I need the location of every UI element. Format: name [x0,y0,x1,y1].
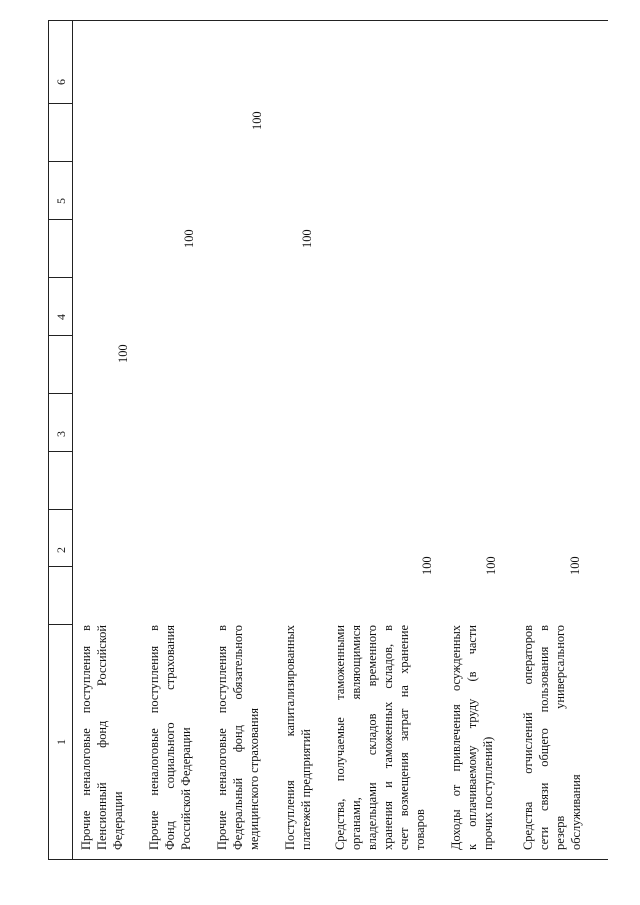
header-divider-7 [48,277,72,278]
column-header-4: 4 [54,314,68,320]
table-right-border [48,20,608,21]
row-3-line-2: Федеральный фонд обязательного [231,625,245,850]
row-4-line-2: платежей предприятий [299,729,313,850]
row-7-line-3: резерв универсального [553,625,567,850]
row-6-description [448,625,496,850]
header-bottom-border [72,20,73,860]
row-5-description [332,625,428,850]
column-header-5: 5 [54,198,68,204]
row-7-description [520,625,584,850]
row-5-line-5: счет возмещения затрат на хранение [397,625,411,850]
row-5-line-1: Средства, получаемые таможенными [333,625,347,850]
row-4-value: 100 [300,229,314,248]
row-1-value: 100 [116,344,130,363]
header-divider-1 [48,624,72,625]
row-2-line-3: Российской Федерации [179,727,193,850]
page-number [0,435,2,465]
row-2-line-1: Прочие неналоговые поступления в [147,625,161,850]
row-3-line-3: медицинского страхования [247,708,261,850]
header-divider-9 [48,161,72,162]
row-3-line-1: Прочие неналоговые поступления в [215,625,229,850]
header-divider-5 [48,393,72,394]
header-divider-2 [48,566,72,567]
header-top-border [48,20,49,860]
row-5-line-3: владельцами складов временного [365,625,379,850]
row-6-line-3: прочих поступлений) [481,736,495,850]
row-2-description [146,625,194,850]
row-7-value: 100 [568,556,582,575]
row-6-line-2: к оплачиваемому труду (в части [465,625,479,850]
rotated-page [10,20,630,860]
header-divider-8 [48,219,72,220]
header-divider-3 [48,509,72,510]
row-1-line-3: Федерации [111,791,125,850]
row-1-description [78,625,126,850]
row-6-line-1: Доходы от привлечения осужденных [449,625,463,850]
row-3-value: 100 [250,111,264,130]
header-divider-4 [48,451,72,452]
row-1-line-2: Пенсионный фонд Российской [95,625,109,850]
row-4-line-1: Поступления капитализированных [283,625,297,850]
row-2-line-2: Фонд социального страхования [163,625,177,850]
row-7-line-1: Средства отчислений операторов [521,625,535,850]
column-header-6: 6 [54,79,68,85]
row-2-value: 100 [182,229,196,248]
row-5-value: 100 [420,556,434,575]
row-5-line-6: товаров [413,809,427,850]
row-5-line-4: хранения и таможенных складов, в [381,625,395,850]
landscape-table [10,20,630,860]
header-divider-6 [48,335,72,336]
header-divider-10 [48,103,72,104]
column-header-1: 1 [54,739,68,745]
column-header-2: 2 [54,547,68,553]
row-3-description [214,625,262,850]
row-7-line-2: сети связи общего пользования в [537,625,551,850]
row-4-description [282,625,314,850]
row-1-line-1: Прочие неналоговые поступления в [79,625,93,850]
column-header-3: 3 [54,431,68,437]
row-5-line-2: органами, являющимися [349,625,363,850]
row-7-line-4: обслуживания [569,774,583,850]
table-left-border [48,859,608,860]
row-6-value: 100 [484,556,498,575]
